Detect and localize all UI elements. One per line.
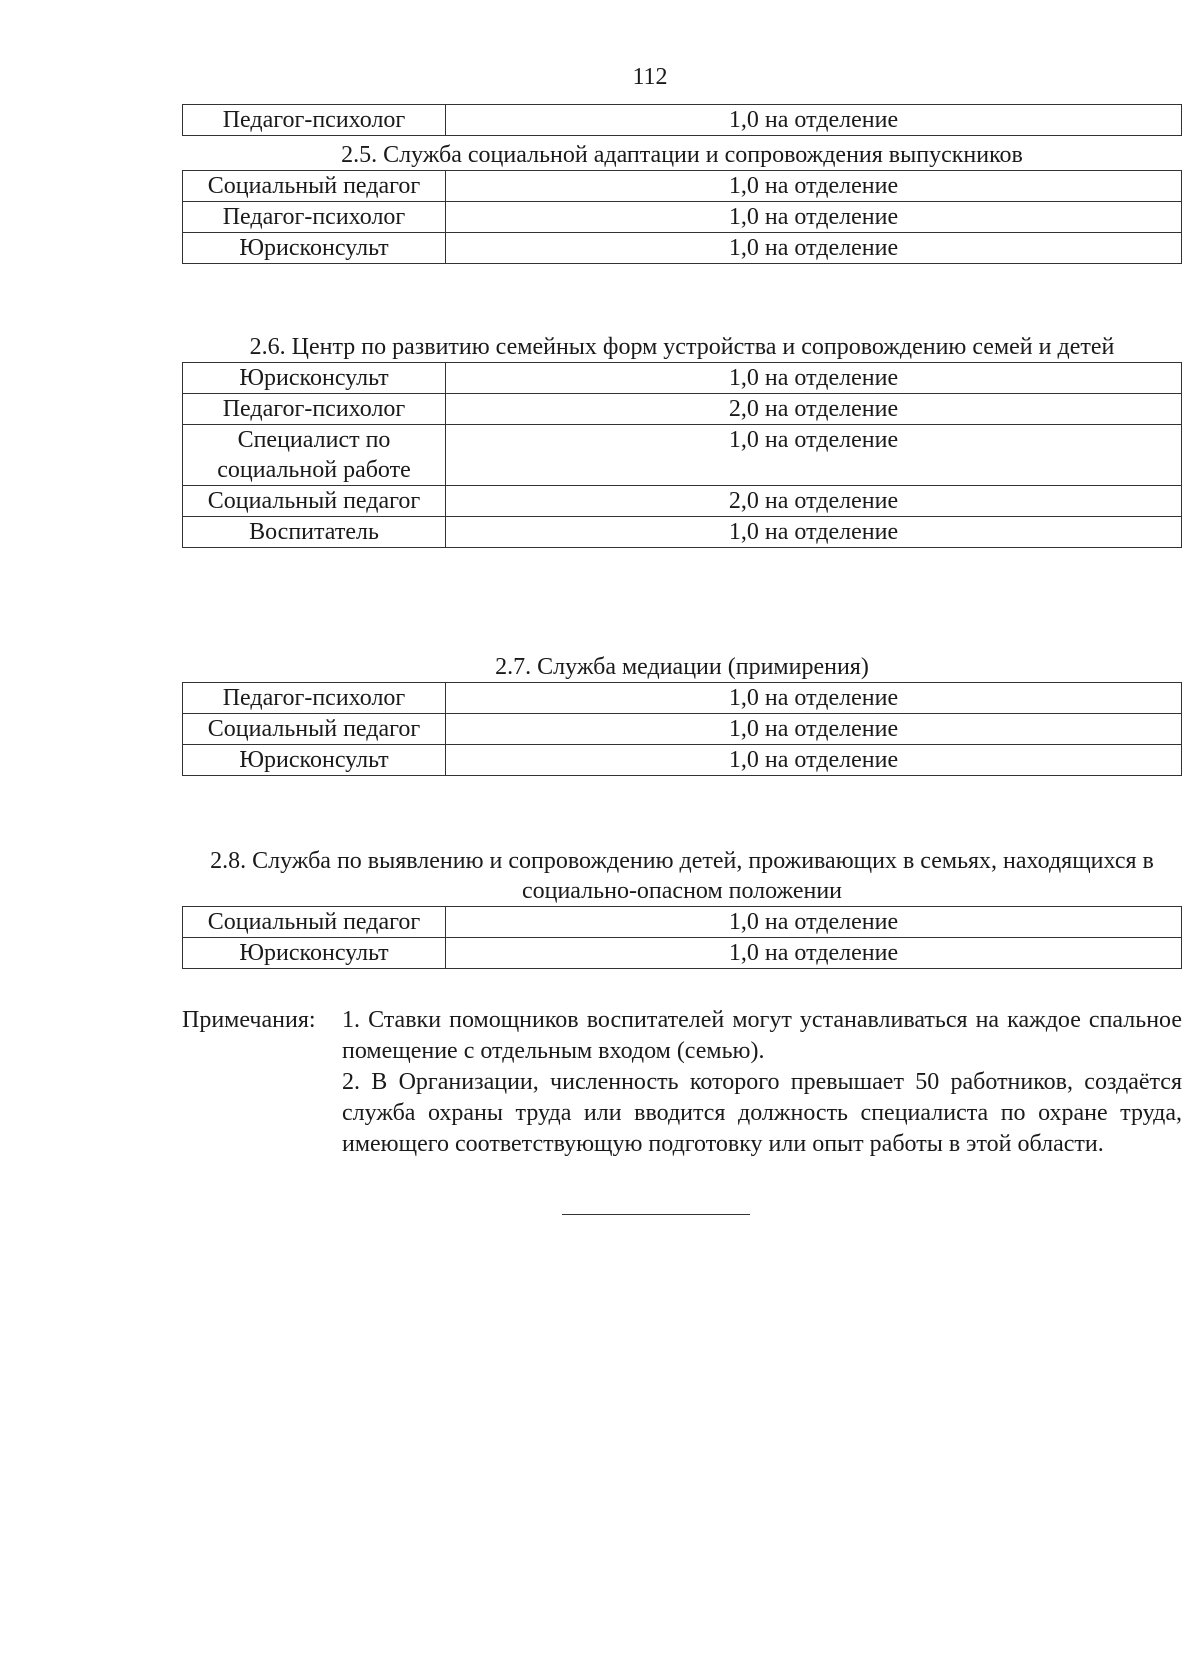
end-divider	[562, 1214, 750, 1215]
table-row	[183, 425, 1182, 486]
rate-cell: 1,0 на отделение	[446, 938, 1182, 969]
table-row	[183, 517, 1182, 548]
staff-table	[182, 170, 1182, 264]
position-cell: Педагог-психолог	[183, 105, 446, 136]
position-cell: Педагог-психолог	[183, 202, 446, 233]
position-cell: Юрисконсульт	[183, 938, 446, 969]
position-cell: Юрисконсульт	[183, 363, 446, 394]
position-cell: Социальный педагог	[183, 907, 446, 938]
rate-cell: 1,0 на отделение	[446, 425, 1182, 486]
rate-cell: 1,0 на отделение	[446, 745, 1182, 776]
rate-cell: 2,0 на отделение	[446, 394, 1182, 425]
table-continuation	[182, 104, 1182, 136]
position-cell: Социальный педагог	[183, 486, 446, 517]
section-2-5	[182, 140, 1182, 264]
section-2-8	[182, 846, 1182, 969]
table-row	[183, 938, 1182, 969]
position-cell: Педагог-психолог	[183, 683, 446, 714]
section-heading: 2.5. Служба социальной адаптации и сопровождения выпускников	[341, 142, 1023, 168]
section-heading: 2.6. Центр по развитию семейных форм устройства и сопровождению семей и детей	[249, 334, 1115, 360]
table-row	[183, 394, 1182, 425]
position-cell: Специалист по социальной работе	[183, 425, 446, 486]
position-cell: Социальный педагог	[183, 171, 446, 202]
rate-cell: 1,0 на отделение	[446, 683, 1182, 714]
section-heading: 2.7. Служба медиации (примирения)	[495, 654, 869, 680]
rate-cell: 1,0 на отделение	[446, 233, 1182, 264]
table-row	[183, 202, 1182, 233]
rate-cell: 1,0 на отделение	[446, 907, 1182, 938]
table-row	[183, 105, 1182, 136]
rate-cell: 1,0 на отделение	[446, 363, 1182, 394]
table-row	[183, 486, 1182, 517]
position-cell: Педагог-психолог	[183, 394, 446, 425]
position-cell: Воспитатель	[183, 517, 446, 548]
rate-cell: 1,0 на отделение	[446, 105, 1182, 136]
note-item: 1. Ставки помощников воспитателей могут устанавливаться на каждое спальное помещение с отдельным входом (семью).	[342, 1007, 1182, 1064]
table-row	[183, 907, 1182, 938]
position-cell: Юрисконсульт	[183, 745, 446, 776]
staff-table	[182, 104, 1182, 136]
section-heading: 2.8. Служба по выявлению и сопровождению детей, проживающих в семьях, находящихся в социально-опасном положении	[210, 848, 1154, 904]
note-item: 2. В Организации, численность которого превышает 50 работников, создаётся служба охраны труда или вводится должность специалиста по охране труда, имеющего соответствующую подготовку или опыт работы в этой области.	[342, 1069, 1182, 1157]
table-row	[183, 745, 1182, 776]
notes-block	[182, 1005, 1182, 1160]
notes-label: Примечания:	[182, 1007, 316, 1033]
table-row	[183, 363, 1182, 394]
table-row	[183, 714, 1182, 745]
staff-table	[182, 682, 1182, 776]
table-row	[183, 171, 1182, 202]
page-number: 112	[632, 64, 668, 90]
rate-cell: 1,0 на отделение	[446, 202, 1182, 233]
table-row	[183, 233, 1182, 264]
staff-table	[182, 906, 1182, 969]
position-cell: Юрисконсульт	[183, 233, 446, 264]
staff-table	[182, 362, 1182, 548]
rate-cell: 1,0 на отделение	[446, 171, 1182, 202]
rate-cell: 1,0 на отделение	[446, 714, 1182, 745]
table-row	[183, 683, 1182, 714]
position-cell: Социальный педагог	[183, 714, 446, 745]
section-2-7	[182, 652, 1182, 776]
rate-cell: 1,0 на отделение	[446, 517, 1182, 548]
section-2-6	[182, 332, 1182, 548]
rate-cell: 2,0 на отделение	[446, 486, 1182, 517]
